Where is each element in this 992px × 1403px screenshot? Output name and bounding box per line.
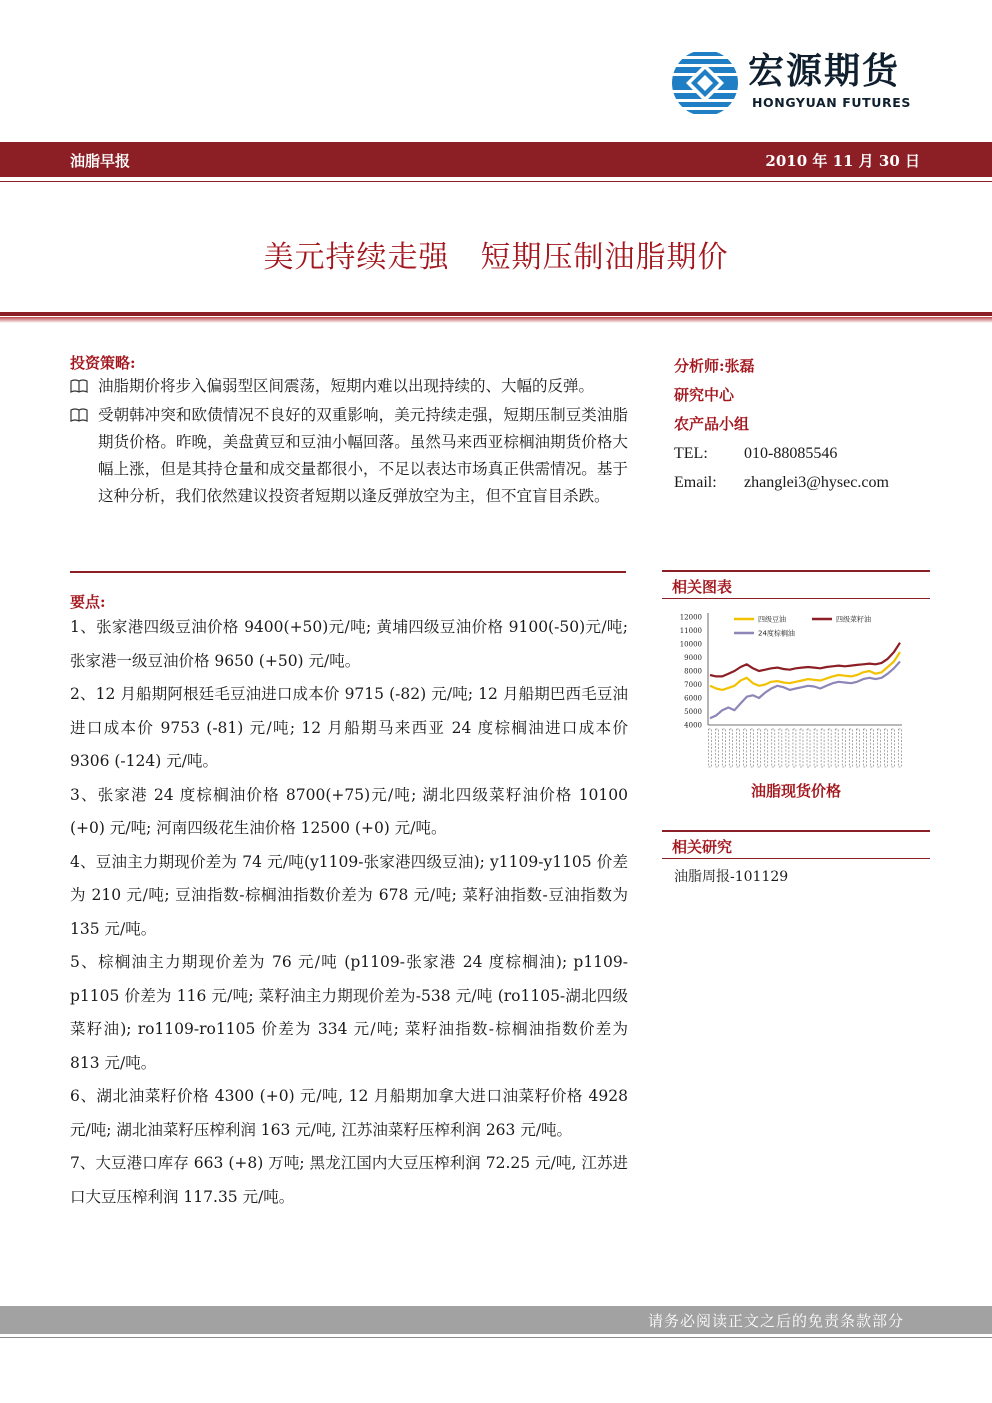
point-item: 2、12 月船期阿根廷毛豆油进口成本价 9715 (-82) 元/吨; 12 月船期巴西毛豆油进口成本价 9753 (-81) 元/吨; 12 月船期马来西亚 24 度棕榈油进口成本价 9306 (-124) 元/吨。 (70, 685, 628, 770)
x-tick-label (863, 729, 866, 767)
report-title: 美元持续走强 短期压制油脂期价 (263, 240, 729, 275)
x-tick-label (779, 729, 782, 767)
related-chart-heading: 相关图表 (672, 578, 733, 596)
x-tick-label (856, 729, 859, 767)
legend-label: 四级豆油 (758, 615, 786, 624)
x-tick-label (709, 729, 712, 767)
x-tick-label (786, 729, 789, 767)
y-tick-label: 12000 (679, 613, 702, 622)
points-list (70, 611, 628, 1214)
x-tick-label (800, 729, 803, 767)
x-tick-label (870, 729, 873, 767)
report-date: 2010 年 11 月 30 日 (765, 152, 920, 170)
point-item: 5、棕榈油主力期现价差为 76 元/吨 (p1109-张家港 24 度棕榈油); p1109-p1105 价差为 116 元/吨; 菜籽油主力期现价差为-538 元/吨 (ro1105-湖北四级菜籽油); ro1109-ro1105 价差为 334 元/吨; 菜籽油指数-棕榈油指数价差为 813 元/吨。 (70, 953, 628, 1072)
series-line (710, 662, 900, 719)
x-tick-label (891, 729, 894, 767)
analyst-tel-row (674, 439, 889, 468)
x-tick-label (716, 729, 719, 767)
email-value[interactable]: zhanglei3@hysec.com (744, 474, 889, 491)
company-logo-en: HONGYUAN FUTURES (752, 95, 911, 110)
analyst-info (674, 352, 889, 497)
x-tick-label (737, 729, 740, 767)
legend-label: 24度棕榈油 (758, 629, 795, 638)
company-logo-mark (672, 50, 738, 116)
series-line (710, 652, 900, 690)
strategy-bullet-text: 油脂期价将步入偏弱型区间震荡，短期内难以出现持续的、大幅的反弹。 (98, 377, 595, 395)
analyst-group: 农产品小组 (674, 415, 750, 433)
header-divider (0, 181, 992, 182)
y-tick-label: 9000 (684, 654, 702, 662)
related-chart-line (662, 598, 930, 599)
x-tick-label (877, 729, 880, 767)
y-tick-label: 11000 (679, 627, 702, 635)
x-tick-label (730, 729, 733, 767)
strategy-bullet-text: 受朝韩冲突和欧债情况不良好的双重影响，美元持续走强，短期压制豆类油脂期货价格。昨晚，美盘黄豆和豆油小幅回落。虽然马来西亚棕榈油期货价格大幅上涨，但是其持仓量和成交量都很小，不足以表达市场真正供需情况。基于这种分析，我们依然建议投资者短期以逢反弹放空为主，但不宜盲目杀跌。 (98, 406, 628, 505)
point-item: 3、张家港 24 度棕榈油价格 8700(+75)元/吨; 湖北四级菜籽油价格 10100 (+0) 元/吨; 河南四级花生油价格 12500 (+0) 元/吨。 (70, 785, 628, 837)
report-category: 油脂早报 (70, 152, 131, 170)
email-label: Email: (674, 474, 717, 491)
strategy-bullet (70, 402, 628, 510)
x-tick-label (723, 729, 726, 767)
x-tick-label (744, 729, 747, 767)
x-tick-label (814, 729, 817, 767)
x-tick-label (884, 729, 887, 767)
oil-price-chart (662, 605, 914, 775)
strategy-heading: 投资策略: (70, 354, 136, 372)
x-tick-label (835, 729, 838, 767)
x-tick-label (751, 729, 754, 767)
section-divider (70, 571, 626, 573)
x-tick-label (807, 729, 810, 767)
footer-line (0, 1337, 992, 1338)
analyst-email-row (674, 468, 889, 497)
y-tick-label: 7000 (684, 681, 702, 689)
strategy-list (70, 373, 628, 510)
y-tick-label: 6000 (684, 694, 702, 703)
tel-value: 010-88085546 (744, 445, 838, 462)
book-icon (70, 402, 98, 510)
x-tick-label (772, 729, 775, 767)
points-heading: 要点: (70, 593, 106, 611)
point-item: 4、豆油主力期现价差为 74 元/吨(y1109-张家港四级豆油); y1109-y1105 价差为 210 元/吨; 豆油指数-棕榈油指数价差为 678 元/吨; 菜籽油指数-豆油指数为 135 元/吨。 (70, 852, 628, 938)
x-tick-label (849, 729, 852, 767)
related-research-line (662, 858, 930, 859)
x-tick-label (793, 729, 796, 767)
related-chart-bar (662, 570, 930, 572)
y-tick-label: 5000 (684, 708, 702, 716)
x-tick-label (828, 729, 831, 767)
company-logo-cn: 宏源期货 (748, 51, 901, 92)
x-tick-label (758, 729, 761, 767)
y-tick-label: 4000 (684, 721, 702, 730)
point-item: 6、湖北油菜籽价格 4300 (+0) 元/吨, 12 月船期加拿大进口油菜籽价格 4928 元/吨; 湖北油菜籽压榨利润 163 元/吨, 江苏油菜籽压榨利润 263 元/吨。 (70, 1087, 628, 1139)
point-item: 1、张家港四级豆油价格 9400(+50)元/吨; 黄埔四级豆油价格 9100(-50)元/吨; 张家港一级豆油价格 9650 (+50) 元/吨。 (70, 618, 628, 670)
x-tick-label (765, 729, 768, 767)
tel-label: TEL: (674, 445, 708, 462)
x-tick-label (899, 729, 902, 767)
strategy-bullet (70, 373, 628, 402)
related-research-heading: 相关研究 (672, 838, 733, 856)
chart-caption: 油脂现货价格 (750, 782, 841, 800)
y-tick-label: 8000 (684, 667, 702, 676)
point-item: 7、大豆港口库存 663 (+8) 万吨; 黑龙江国内大豆压榨利润 72.25 元/吨, 江苏进口大豆压榨利润 117.35 元/吨。 (70, 1154, 628, 1206)
related-research-link[interactable]: 油脂周报-101129 (674, 869, 789, 885)
legend-label: 四级菜籽油 (836, 615, 871, 624)
analyst-name: 分析师:张磊 (674, 357, 755, 375)
analyst-dept: 研究中心 (674, 386, 735, 404)
y-tick-label: 10000 (679, 640, 702, 649)
disclaimer-notice: 请务必阅读正文之后的免责条款部分 (647, 1312, 904, 1330)
book-icon (70, 373, 98, 402)
title-separator (0, 312, 992, 323)
x-tick-label (821, 729, 824, 767)
x-tick-label (842, 729, 845, 767)
related-research-bar (662, 830, 930, 832)
